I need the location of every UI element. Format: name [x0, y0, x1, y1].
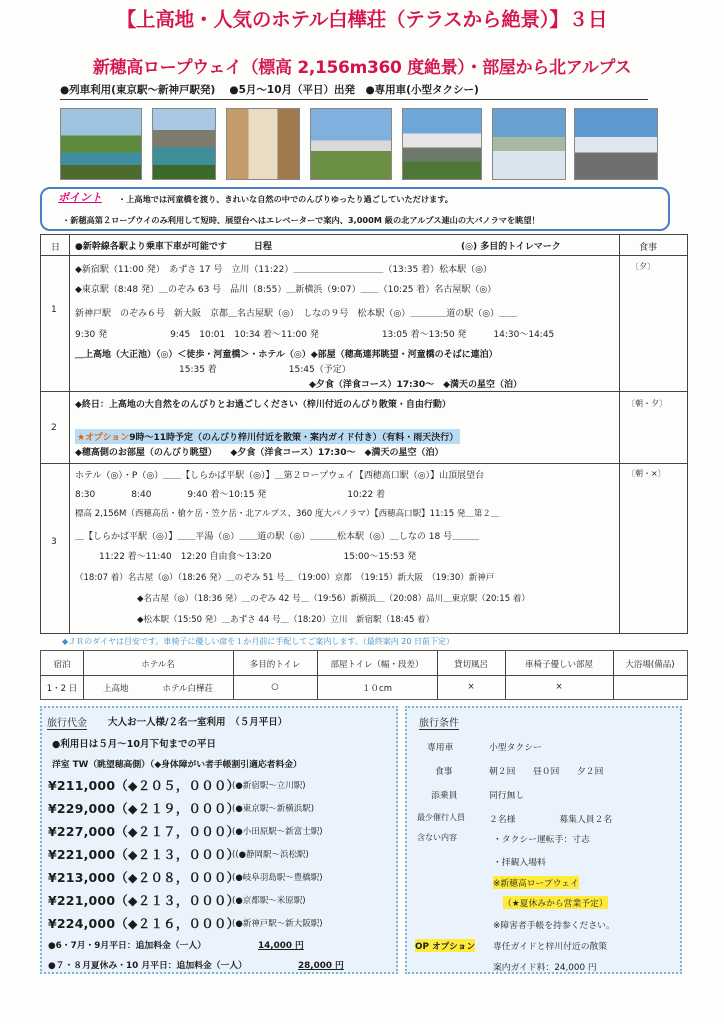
pricing-room-type: 洋室 TW（眺望穂高側）（◆身体障がい者手帳割引適応者料金）	[52, 760, 302, 770]
day-1-line-7: ◆夕食（洋食コース）17:30〜 ◆満天の星空（泊）	[309, 380, 523, 390]
price-row-2: ¥229,000（◆２１９，０００）	[48, 801, 240, 816]
price-route-4: ((●静岡駅〜浜松駅)	[232, 850, 309, 860]
divider	[60, 99, 648, 100]
day-1-number: 1	[51, 305, 57, 315]
day-3-line-2: 8:30 8:40 9:40 着〜10:15 発 10:22 着	[75, 490, 386, 500]
hotel-table	[40, 650, 688, 700]
day-1-line-2: ◆東京駅（8:48 発）＿のぞみ 63 号 品川（8:55）＿新横浜（9:07）＿＿（10:25 着）名古屋駅（◎）	[75, 285, 497, 295]
schedule-table	[40, 234, 688, 634]
hotel-header-stay: 宿泊	[53, 660, 71, 670]
price-row-1: ¥211,000（◆２０５，０００）	[48, 778, 240, 793]
photo-kappabashi	[60, 108, 142, 180]
day-3-line-8: ◆松本駅（15:50 発）＿あずさ 44 号＿（18:20）立川 新宿駅（18:45 着）	[137, 615, 435, 625]
price-route-5: (●岐阜羽島駅〜豊橋駅)	[232, 873, 323, 883]
hotel-cell-stay: 1・2 日	[46, 684, 78, 694]
hotel-cell-toilet: ○	[271, 682, 279, 692]
option-item-1: 専任ガイドと梓川付近の散策	[493, 942, 608, 952]
day-2-meal: 〔朝・夕〕	[627, 399, 667, 408]
pricing-box	[40, 706, 398, 974]
day-1-meal: 〔夕〕	[631, 262, 655, 271]
point-label: ポイント	[58, 191, 102, 204]
price-route-7: (●新神戸駅〜新大阪駅)	[232, 919, 323, 929]
day-2-line-3: ◆穂高側のお部屋（のんびり眺望） ◆夕食（洋食コース）17:30〜 ◆満天の星空（泊）	[75, 448, 444, 458]
day-3-line-7: ◆名古屋（◎）（18:36 発）＿のぞみ 42 号＿（19:56）新横浜＿（20:08）品川＿東京駅（20:15 着）	[137, 594, 530, 604]
page-title: 【上高地・人気のホテル白樺荘（テラスから絶景）】３日	[116, 8, 608, 31]
conditions-box	[405, 706, 682, 974]
day-2-number: 2	[51, 423, 57, 433]
price-route-2: (●東京駅〜新横浜駅)	[232, 804, 315, 814]
excluded-item-4: （★夏休みから営業予定）	[503, 896, 608, 909]
day-1-line-3: 新神戸駅 のぞみ６号 新大阪 京都＿名古屋駅（◎） しなの９号 松本駅（◎）＿＿＿＿道の駅（◎）＿＿	[75, 309, 518, 319]
vehicle-value: 小型タクシー	[489, 743, 542, 753]
option-label: ★オプション	[77, 433, 130, 443]
hotel-cell-private-bath: ×	[467, 682, 475, 692]
extra-fee-1-label: ●6・7月・9月平日：追加料金（一人）	[48, 941, 206, 951]
extra-fee-2-amount: 28,000 円	[298, 961, 344, 971]
day-2-option-text: 9時〜11時予定（のんびり梓川付近を散策・案内ガイド付き）（有料・雨天決行）	[129, 433, 459, 443]
hotel-cell-room-toilet: １０cm	[362, 684, 392, 694]
jr-note: ◆ＪＲのダイヤは目安です。車椅子に優しい席を１か月前に手配してご案内します。（最終案内 20 日前下定）	[62, 637, 454, 646]
conditions-title: 旅行条件	[419, 714, 459, 730]
escort-label: 添乗員	[431, 791, 458, 801]
price-row-3: ¥227,000（◆２１７，０００）	[48, 824, 240, 839]
day-3-line-4: ＿【しらかば平駅（◎）】＿＿平湯（◎）＿＿道の駅（◎）＿＿＿松本駅（◎）＿しなの 18 号＿＿＿	[75, 532, 480, 542]
hotel-header-private-bath: 貸切風呂	[453, 660, 488, 670]
min-participants-label: 最少催行人員	[417, 813, 465, 822]
vehicle-label: 専用車	[427, 743, 454, 753]
page-subtitle: 新穂高ロープウェイ（標高 2,156m360 度絶景）・部屋から北アルプス	[92, 58, 632, 78]
photo-alps-peaks	[402, 108, 482, 180]
excluded-item-2: ・拝観入場料	[493, 858, 546, 868]
toilet-mark-legend: (◎) 多目的トイレマーク	[461, 242, 561, 252]
photo-strip	[60, 108, 700, 180]
day-3-line-1: ホテル（◎）・P（◎）＿＿【しらかば平駅（◎）】＿第２ロープウェイ【西穂高口駅（◎）】山頂展望台	[75, 471, 485, 481]
meal-label: 食事	[435, 767, 453, 777]
hotel-header-toilet: 多目的トイレ	[249, 660, 301, 670]
hotel-header-bath: 大浴場(備品)	[625, 660, 675, 670]
day-3-meal: 〔朝・×〕	[627, 469, 666, 478]
photo-ropeway	[492, 108, 566, 180]
day-1-line-6: 15:35 着 15:45（予定）	[179, 365, 351, 375]
extra-fee-1-amount: 14,000 円	[258, 941, 304, 951]
day-1-line-5: ＿上高地（大正池）（◎）＜徒歩・河童橋＞・ホテル（◎）◆部屋（穂高連邦眺望・河童橋のそばに連泊）	[75, 350, 498, 360]
hotel-cell-wheelchair-room: ×	[555, 682, 563, 692]
price-row-7: ¥224,000（◆２１６，０００）	[48, 916, 240, 931]
meal-header: 食事	[639, 243, 658, 253]
tour-conditions-line: ●列車利用(東京駅〜新神戸駅発) ●5月〜10月（平日）出発 ●専用車(小型タクシー)	[60, 84, 479, 96]
schedule-header: ●新幹線各駅より乗車下車が可能です 日程	[75, 242, 272, 252]
price-row-4: ¥221,000（◆２１３，０００）	[48, 847, 240, 862]
hotel-header-wheelchair-room: 車椅子優しい部屋	[524, 660, 593, 670]
pricing-per-person: 大人お一人様/２名一室利用 （５月平日）	[108, 717, 288, 728]
excluded-item-1: ・タクシー運転手：寸志	[493, 835, 590, 845]
escort-value: 同行無し	[489, 791, 525, 801]
min-participants-value: ２名様 募集人員２名	[489, 815, 613, 825]
point-line-1: ・上高地では河童橋を渡り、きれいな自然の中でのんびりゆったり過ごしていただけます。	[118, 194, 453, 204]
excluded-item-5: ※障害者手帳を持参ください。	[493, 921, 615, 931]
photo-terrace	[310, 108, 392, 180]
photo-hotel-room	[226, 108, 300, 180]
price-route-1: (●新宿駅〜立川駅)	[232, 781, 306, 791]
pricing-period: ●利用日は５月〜10月下旬までの平日	[52, 739, 217, 750]
meal-value: 朝２回 昼０回 夕２回	[489, 767, 604, 777]
price-row-5: ¥213,000（◆２０８，０００）	[48, 870, 240, 885]
day-3-number: 3	[51, 537, 57, 547]
day-3-line-6: （18:07 着）名古屋（◎）（18:26 発）＿のぞみ 51 号＿（19:00）京都 （19:15）新大阪 （19:30）新神戸	[75, 573, 495, 583]
day-1-line-1: ◆新宿駅（11:00 発） あずさ 17 号 立川（11:22）＿＿＿＿＿＿＿＿＿＿（13:35 着）松本駅（◎）	[75, 265, 492, 275]
photo-river-mountains	[152, 108, 216, 180]
day-header: 日	[51, 243, 61, 253]
hotel-header-name: ホテル名	[141, 660, 175, 670]
day-2-line-1: ◆終日：上高地の大自然をのんびりとお過ごしください（梓川付近のんびり散策・自由行動）	[75, 400, 451, 410]
point-line-2: ・新穂高第２ロープウイのみ利用して短時、展望台へはエレベーターで案内、3,000M 級の北アルプス連山の大パノラマを眺望！	[62, 215, 540, 225]
excluded-item-3: ※新穂高ロープウェイ	[493, 876, 579, 889]
photo-observatory	[574, 108, 658, 180]
day-1-line-4: 9:30 発 9:45 10:01 10:34 着〜11:00 発 13:05 着〜13:50 発 14:30〜14:45	[75, 330, 555, 340]
excluded-label: 含ない内容	[417, 833, 457, 842]
option-label: OP オプション	[415, 939, 475, 952]
day-3-line-3: 標高 2,156M（西穂高岳・槍ケ岳・笠ケ岳・北アルプス、360 度大パノラマ）【西穂高口駅】11:15 発＿第２＿	[75, 509, 500, 519]
option-item-2: 案内ガイド料：24,000 円	[493, 963, 597, 973]
hotel-header-room-toilet: 部屋トイレ（幅・段差）	[330, 660, 424, 670]
price-route-3: (●小田原駅〜新富士駅)	[232, 827, 323, 837]
pricing-title: 旅行代金	[47, 714, 87, 730]
day-3-line-5: 11:22 着〜11:40 12:20 自由食〜13:20 15:00〜15:53 発	[99, 552, 417, 562]
price-route-6: (●京都駅〜米原駅)	[232, 896, 306, 906]
price-row-6: ¥221,000（◆２１３，０００）	[48, 893, 240, 908]
extra-fee-2-label: ●７・８月夏休み・10 月平日：追加料金（一人）	[48, 961, 247, 971]
hotel-cell-name: 上高地 ホテル白樺荘	[102, 684, 214, 694]
